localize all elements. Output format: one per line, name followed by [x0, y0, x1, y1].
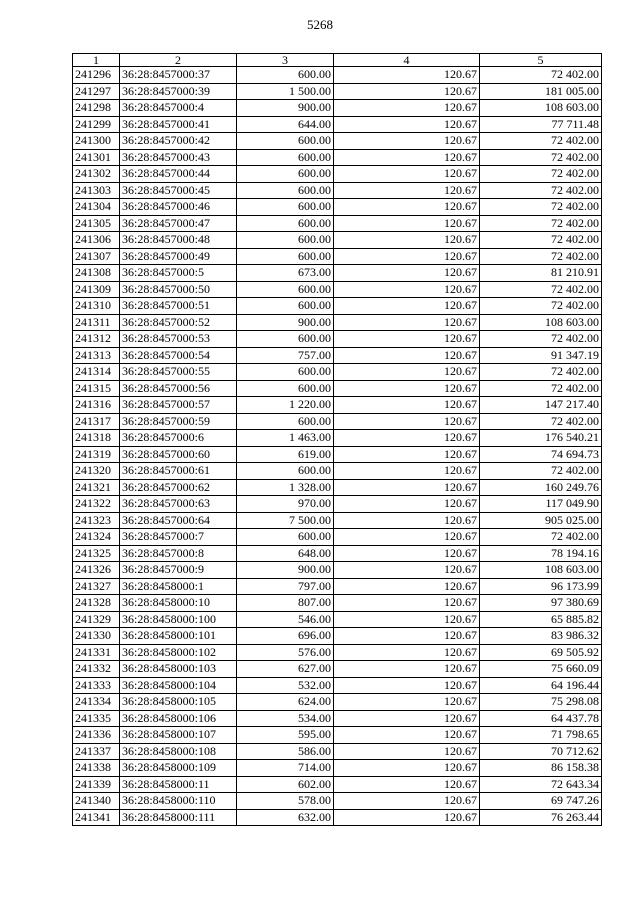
table-row	[73, 100, 602, 117]
rate-cell: 120.67	[334, 611, 480, 628]
area-cell: 900.00	[237, 314, 334, 331]
row-number-cell: 241303	[73, 182, 120, 199]
row-number-cell: 241312	[73, 331, 120, 348]
row-number-cell: 241321	[73, 479, 120, 496]
area-cell: 600.00	[237, 232, 334, 249]
value-cell: 72 402.00	[480, 166, 602, 183]
row-number-cell: 241310	[73, 298, 120, 315]
value-cell: 83 986.32	[480, 628, 602, 645]
cadastral-number-cell: 36:28:8457000:49	[120, 248, 237, 265]
rate-cell: 120.67	[334, 133, 480, 150]
area-cell: 673.00	[237, 265, 334, 282]
rate-cell: 120.67	[334, 529, 480, 546]
table-row	[73, 446, 602, 463]
table-row	[73, 215, 602, 232]
area-cell: 900.00	[237, 562, 334, 579]
value-cell: 72 402.00	[480, 215, 602, 232]
row-number-cell: 241311	[73, 314, 120, 331]
row-number-cell: 241330	[73, 628, 120, 645]
area-cell: 632.00	[237, 809, 334, 826]
table-row	[73, 248, 602, 265]
cadastral-number-cell: 36:28:8457000:7	[120, 529, 237, 546]
cadastral-number-cell: 36:28:8458000:101	[120, 628, 237, 645]
cadastral-number-cell: 36:28:8458000:102	[120, 644, 237, 661]
cadastral-number-cell: 36:28:8457000:56	[120, 380, 237, 397]
value-cell: 72 402.00	[480, 298, 602, 315]
area-cell: 714.00	[237, 760, 334, 777]
value-cell: 64 437.78	[480, 710, 602, 727]
area-cell: 600.00	[237, 331, 334, 348]
row-number-cell: 241298	[73, 100, 120, 117]
value-cell: 108 603.00	[480, 562, 602, 579]
rate-cell: 120.67	[334, 265, 480, 282]
value-cell: 72 402.00	[480, 331, 602, 348]
value-cell: 181 005.00	[480, 83, 602, 100]
value-cell: 86 158.38	[480, 760, 602, 777]
cadastral-number-cell: 36:28:8457000:42	[120, 133, 237, 150]
cadastral-number-cell: 36:28:8458000:104	[120, 677, 237, 694]
area-cell: 600.00	[237, 199, 334, 216]
value-cell: 108 603.00	[480, 314, 602, 331]
rate-cell: 120.67	[334, 694, 480, 711]
row-number-cell: 241315	[73, 380, 120, 397]
area-cell: 797.00	[237, 578, 334, 595]
value-cell: 72 402.00	[480, 199, 602, 216]
cadastral-number-cell: 36:28:8458000:111	[120, 809, 237, 826]
table-row	[73, 67, 602, 84]
row-number-cell: 241301	[73, 149, 120, 166]
table-row	[73, 298, 602, 315]
rate-cell: 120.67	[334, 182, 480, 199]
cadastral-number-cell: 36:28:8457000:5	[120, 265, 237, 282]
rate-cell: 120.67	[334, 413, 480, 430]
cadastral-number-cell: 36:28:8457000:50	[120, 281, 237, 298]
table-row	[73, 116, 602, 133]
row-number-cell: 241307	[73, 248, 120, 265]
row-number-cell: 241328	[73, 595, 120, 612]
area-cell: 532.00	[237, 677, 334, 694]
row-number-cell: 241341	[73, 809, 120, 826]
value-cell: 72 402.00	[480, 67, 602, 84]
table-row	[73, 281, 602, 298]
rate-cell: 120.67	[334, 463, 480, 480]
value-cell: 69 747.26	[480, 793, 602, 810]
row-number-cell: 241324	[73, 529, 120, 546]
row-number-cell: 241337	[73, 743, 120, 760]
rate-cell: 120.67	[334, 809, 480, 826]
rate-cell: 120.67	[334, 661, 480, 678]
rate-cell: 120.67	[334, 331, 480, 348]
rate-cell: 120.67	[334, 512, 480, 529]
area-cell: 644.00	[237, 116, 334, 133]
row-number-cell: 241326	[73, 562, 120, 579]
cadastral-number-cell: 36:28:8457000:47	[120, 215, 237, 232]
table-row	[73, 364, 602, 381]
area-cell: 1 463.00	[237, 430, 334, 447]
area-cell: 1 220.00	[237, 397, 334, 414]
table-row	[73, 149, 602, 166]
rate-cell: 120.67	[334, 149, 480, 166]
row-number-cell: 241334	[73, 694, 120, 711]
cadastral-number-cell: 36:28:8458000:100	[120, 611, 237, 628]
table-row	[73, 397, 602, 414]
area-cell: 600.00	[237, 215, 334, 232]
rate-cell: 120.67	[334, 562, 480, 579]
row-number-cell: 241323	[73, 512, 120, 529]
table-row	[73, 644, 602, 661]
area-cell: 600.00	[237, 364, 334, 381]
table-row	[73, 529, 602, 546]
rate-cell: 120.67	[334, 215, 480, 232]
area-cell: 600.00	[237, 380, 334, 397]
cadastral-number-cell: 36:28:8457000:39	[120, 83, 237, 100]
value-cell: 905 025.00	[480, 512, 602, 529]
value-cell: 64 196.44	[480, 677, 602, 694]
value-cell: 72 402.00	[480, 232, 602, 249]
rate-cell: 120.67	[334, 83, 480, 100]
value-cell: 69 505.92	[480, 644, 602, 661]
area-cell: 970.00	[237, 496, 334, 513]
column-header-1: 1	[73, 54, 120, 67]
area-cell: 900.00	[237, 100, 334, 117]
cadastral-number-cell: 36:28:8457000:53	[120, 331, 237, 348]
table-row	[73, 743, 602, 760]
value-cell: 72 402.00	[480, 380, 602, 397]
table-row	[73, 512, 602, 529]
cadastral-number-cell: 36:28:8457000:62	[120, 479, 237, 496]
row-number-cell: 241296	[73, 67, 120, 84]
table-row	[73, 182, 602, 199]
column-header-3: 3	[237, 54, 334, 67]
table-row	[73, 199, 602, 216]
table-row	[73, 611, 602, 628]
cadastral-number-cell: 36:28:8458000:109	[120, 760, 237, 777]
area-cell: 696.00	[237, 628, 334, 645]
rate-cell: 120.67	[334, 199, 480, 216]
row-number-cell: 241317	[73, 413, 120, 430]
row-number-cell: 241297	[73, 83, 120, 100]
table-row	[73, 562, 602, 579]
area-cell: 600.00	[237, 67, 334, 84]
value-cell: 72 402.00	[480, 248, 602, 265]
rate-cell: 120.67	[334, 479, 480, 496]
area-cell: 757.00	[237, 347, 334, 364]
cadastral-number-cell: 36:28:8457000:45	[120, 182, 237, 199]
rate-cell: 120.67	[334, 628, 480, 645]
rate-cell: 120.67	[334, 446, 480, 463]
row-number-cell: 241299	[73, 116, 120, 133]
area-cell: 586.00	[237, 743, 334, 760]
area-cell: 600.00	[237, 281, 334, 298]
rate-cell: 120.67	[334, 116, 480, 133]
row-number-cell: 241336	[73, 727, 120, 744]
row-number-cell: 241308	[73, 265, 120, 282]
value-cell: 65 885.82	[480, 611, 602, 628]
rate-cell: 120.67	[334, 710, 480, 727]
table-row	[73, 578, 602, 595]
rate-cell: 120.67	[334, 677, 480, 694]
table-row	[73, 496, 602, 513]
rate-cell: 120.67	[334, 595, 480, 612]
cadastral-number-cell: 36:28:8457000:64	[120, 512, 237, 529]
value-cell: 72 402.00	[480, 281, 602, 298]
area-cell: 600.00	[237, 298, 334, 315]
row-number-cell: 241300	[73, 133, 120, 150]
cadastral-number-cell: 36:28:8457000:54	[120, 347, 237, 364]
table-row	[73, 265, 602, 282]
table-row	[73, 545, 602, 562]
table-row	[73, 347, 602, 364]
rate-cell: 120.67	[334, 314, 480, 331]
rate-cell: 120.67	[334, 248, 480, 265]
row-number-cell: 241314	[73, 364, 120, 381]
cadastral-number-cell: 36:28:8458000:110	[120, 793, 237, 810]
value-cell: 70 712.62	[480, 743, 602, 760]
value-cell: 72 643.34	[480, 776, 602, 793]
value-cell: 72 402.00	[480, 149, 602, 166]
cadastral-number-cell: 36:28:8458000:10	[120, 595, 237, 612]
table-row	[73, 479, 602, 496]
value-cell: 176 540.21	[480, 430, 602, 447]
cadastral-number-cell: 36:28:8457000:51	[120, 298, 237, 315]
area-cell: 602.00	[237, 776, 334, 793]
table-row	[73, 776, 602, 793]
row-number-cell: 241319	[73, 446, 120, 463]
value-cell: 72 402.00	[480, 463, 602, 480]
rate-cell: 120.67	[334, 743, 480, 760]
table-row	[73, 595, 602, 612]
table-row	[73, 809, 602, 826]
rate-cell: 120.67	[334, 100, 480, 117]
value-cell: 74 694.73	[480, 446, 602, 463]
row-number-cell: 241313	[73, 347, 120, 364]
row-number-cell: 241316	[73, 397, 120, 414]
cadastral-number-cell: 36:28:8458000:103	[120, 661, 237, 678]
rate-cell: 120.67	[334, 578, 480, 595]
area-cell: 600.00	[237, 182, 334, 199]
cadastral-number-cell: 36:28:8457000:9	[120, 562, 237, 579]
row-number-cell: 241318	[73, 430, 120, 447]
area-cell: 1 500.00	[237, 83, 334, 100]
value-cell: 76 263.44	[480, 809, 602, 826]
cadastral-number-cell: 36:28:8457000:4	[120, 100, 237, 117]
cadastral-number-cell: 36:28:8458000:1	[120, 578, 237, 595]
row-number-cell: 241302	[73, 166, 120, 183]
rate-cell: 120.67	[334, 397, 480, 414]
area-cell: 576.00	[237, 644, 334, 661]
row-number-cell: 241333	[73, 677, 120, 694]
value-cell: 72 402.00	[480, 182, 602, 199]
area-cell: 595.00	[237, 727, 334, 744]
rate-cell: 120.67	[334, 760, 480, 777]
cadastral-number-cell: 36:28:8457000:63	[120, 496, 237, 513]
row-number-cell: 241322	[73, 496, 120, 513]
value-cell: 108 603.00	[480, 100, 602, 117]
area-cell: 546.00	[237, 611, 334, 628]
table-row	[73, 133, 602, 150]
table-row	[73, 661, 602, 678]
column-header-4: 4	[334, 54, 480, 67]
cadastral-number-cell: 36:28:8457000:48	[120, 232, 237, 249]
row-number-cell: 241305	[73, 215, 120, 232]
table-row	[73, 232, 602, 249]
cadastral-number-cell: 36:28:8457000:41	[120, 116, 237, 133]
value-cell: 96 173.99	[480, 578, 602, 595]
row-number-cell: 241329	[73, 611, 120, 628]
row-number-cell: 241339	[73, 776, 120, 793]
area-cell: 534.00	[237, 710, 334, 727]
cadastral-number-cell: 36:28:8458000:105	[120, 694, 237, 711]
value-cell: 117 049.90	[480, 496, 602, 513]
table-row	[73, 331, 602, 348]
area-cell: 600.00	[237, 248, 334, 265]
area-cell: 624.00	[237, 694, 334, 711]
table-row	[73, 677, 602, 694]
rate-cell: 120.67	[334, 727, 480, 744]
value-cell: 97 380.69	[480, 595, 602, 612]
area-cell: 619.00	[237, 446, 334, 463]
rate-cell: 120.67	[334, 298, 480, 315]
table-row	[73, 413, 602, 430]
rate-cell: 120.67	[334, 347, 480, 364]
cadastral-number-cell: 36:28:8457000:52	[120, 314, 237, 331]
value-cell: 72 402.00	[480, 133, 602, 150]
area-cell: 578.00	[237, 793, 334, 810]
cadastral-number-cell: 36:28:8457000:37	[120, 67, 237, 84]
value-cell: 72 402.00	[480, 364, 602, 381]
header-row	[73, 54, 602, 67]
table-row	[73, 314, 602, 331]
value-cell: 75 298.08	[480, 694, 602, 711]
rate-cell: 120.67	[334, 793, 480, 810]
cadastral-number-cell: 36:28:8457000:59	[120, 413, 237, 430]
cadastral-number-cell: 36:28:8458000:107	[120, 727, 237, 744]
column-header-5: 5	[480, 54, 602, 67]
table-row	[73, 760, 602, 777]
row-number-cell: 241332	[73, 661, 120, 678]
column-header-2: 2	[120, 54, 237, 67]
row-number-cell: 241304	[73, 199, 120, 216]
rate-cell: 120.67	[334, 281, 480, 298]
table-row	[73, 694, 602, 711]
area-cell: 600.00	[237, 166, 334, 183]
cadastral-number-cell: 36:28:8457000:61	[120, 463, 237, 480]
value-cell: 81 210.91	[480, 265, 602, 282]
registry-table	[72, 53, 602, 826]
cadastral-number-cell: 36:28:8457000:57	[120, 397, 237, 414]
cadastral-number-cell: 36:28:8458000:108	[120, 743, 237, 760]
value-cell: 147 217.40	[480, 397, 602, 414]
value-cell: 78 194.16	[480, 545, 602, 562]
cadastral-number-cell: 36:28:8458000:11	[120, 776, 237, 793]
row-number-cell: 241335	[73, 710, 120, 727]
table-row	[73, 166, 602, 183]
area-cell: 1 328.00	[237, 479, 334, 496]
row-number-cell: 241340	[73, 793, 120, 810]
table-row	[73, 628, 602, 645]
table-body	[73, 67, 602, 826]
rate-cell: 120.67	[334, 364, 480, 381]
value-cell: 72 402.00	[480, 413, 602, 430]
rate-cell: 120.67	[334, 776, 480, 793]
value-cell: 75 660.09	[480, 661, 602, 678]
rate-cell: 120.67	[334, 545, 480, 562]
area-cell: 600.00	[237, 413, 334, 430]
area-cell: 600.00	[237, 463, 334, 480]
table-row	[73, 83, 602, 100]
table-row	[73, 793, 602, 810]
rate-cell: 120.67	[334, 166, 480, 183]
value-cell: 160 249.76	[480, 479, 602, 496]
rate-cell: 120.67	[334, 380, 480, 397]
row-number-cell: 241331	[73, 644, 120, 661]
value-cell: 71 798.65	[480, 727, 602, 744]
table-row	[73, 430, 602, 447]
rate-cell: 120.67	[334, 232, 480, 249]
table-row	[73, 380, 602, 397]
area-cell: 7 500.00	[237, 512, 334, 529]
rate-cell: 120.67	[334, 644, 480, 661]
cadastral-number-cell: 36:28:8457000:46	[120, 199, 237, 216]
table-row	[73, 727, 602, 744]
rate-cell: 120.67	[334, 496, 480, 513]
table-row	[73, 710, 602, 727]
rate-cell: 120.67	[334, 430, 480, 447]
cadastral-number-cell: 36:28:8457000:55	[120, 364, 237, 381]
value-cell: 72 402.00	[480, 529, 602, 546]
row-number-cell: 241327	[73, 578, 120, 595]
row-number-cell: 241325	[73, 545, 120, 562]
row-number-cell: 241338	[73, 760, 120, 777]
area-cell: 648.00	[237, 545, 334, 562]
cadastral-number-cell: 36:28:8458000:106	[120, 710, 237, 727]
rate-cell: 120.67	[334, 67, 480, 84]
table-row	[73, 463, 602, 480]
area-cell: 807.00	[237, 595, 334, 612]
area-cell: 627.00	[237, 661, 334, 678]
value-cell: 91 347.19	[480, 347, 602, 364]
cadastral-number-cell: 36:28:8457000:44	[120, 166, 237, 183]
area-cell: 600.00	[237, 529, 334, 546]
cadastral-number-cell: 36:28:8457000:6	[120, 430, 237, 447]
cadastral-number-cell: 36:28:8457000:60	[120, 446, 237, 463]
value-cell: 77 711.48	[480, 116, 602, 133]
row-number-cell: 241309	[73, 281, 120, 298]
row-number-cell: 241306	[73, 232, 120, 249]
cadastral-number-cell: 36:28:8457000:8	[120, 545, 237, 562]
area-cell: 600.00	[237, 133, 334, 150]
page-number: 5268	[307, 17, 333, 32]
area-cell: 600.00	[237, 149, 334, 166]
cadastral-number-cell: 36:28:8457000:43	[120, 149, 237, 166]
row-number-cell: 241320	[73, 463, 120, 480]
